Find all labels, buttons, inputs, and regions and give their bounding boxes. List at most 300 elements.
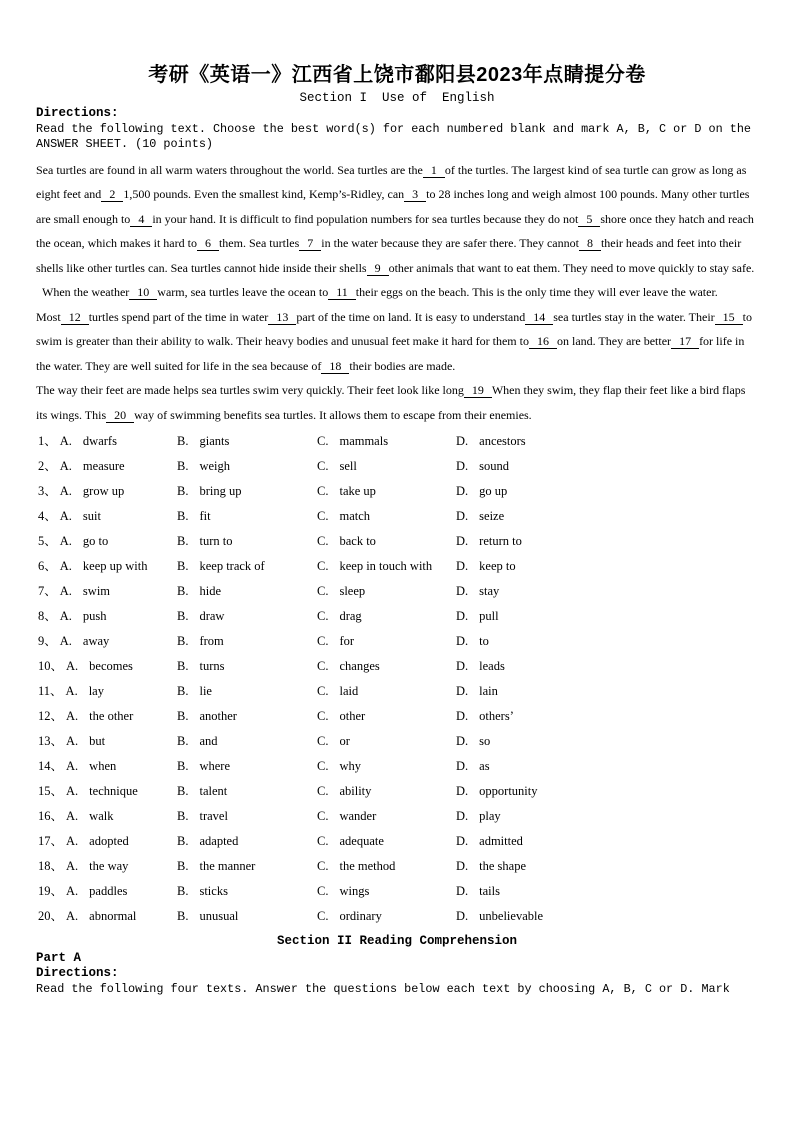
blank-19: 19 — [464, 383, 492, 398]
option-letter: C. — [317, 533, 329, 548]
option-letter: A. — [66, 658, 79, 673]
option-letter: A. — [66, 909, 79, 924]
option-cell-b — [177, 429, 317, 454]
option-text: seize — [479, 508, 505, 523]
option-cell-b — [177, 779, 317, 804]
question-row — [38, 879, 758, 904]
option-letter: D. — [456, 658, 469, 673]
cloze-passage — [36, 158, 758, 428]
question-number: 19、 — [38, 884, 64, 899]
option-cell-a — [38, 729, 177, 754]
option-letter: A. — [59, 483, 72, 498]
option-cell-b — [177, 504, 317, 529]
option-cell-d — [456, 729, 758, 754]
blank-14: 14 — [525, 310, 553, 325]
option-letter: A. — [66, 809, 79, 824]
option-letter: D. — [456, 558, 469, 573]
option-letter: B. — [177, 834, 189, 849]
option-letter: A. — [66, 734, 79, 749]
option-cell-c — [317, 654, 456, 679]
directions-label-2: Directions: — [36, 966, 119, 981]
option-text: when — [89, 759, 117, 774]
question-row — [38, 854, 758, 879]
question-number: 7、 — [38, 583, 57, 598]
option-cell-b — [177, 829, 317, 854]
option-cell-c — [317, 879, 456, 904]
option-cell-b — [177, 879, 317, 904]
part-a-label: Part A — [36, 951, 82, 966]
option-text: but — [89, 734, 106, 749]
option-letter: D. — [456, 633, 469, 648]
blank-9: 9 — [367, 261, 389, 276]
option-cell-d — [456, 904, 758, 929]
question-number: 8、 — [38, 608, 57, 623]
option-letter: C. — [317, 683, 329, 698]
question-row — [38, 654, 758, 679]
option-letter: A. — [66, 759, 79, 774]
option-letter: D. — [456, 583, 469, 598]
option-letter: C. — [317, 558, 329, 573]
option-cell-a — [38, 629, 177, 654]
option-letter: A. — [59, 558, 72, 573]
directions-text-2: Read the following four texts. Answer the questions below each text by choosing A, B, C or D. Mark — [36, 981, 730, 996]
option-cell-c — [317, 804, 456, 829]
option-cell-d — [456, 629, 758, 654]
option-text: others’ — [479, 709, 514, 724]
question-row — [38, 829, 758, 854]
option-letter: A. — [65, 683, 78, 698]
option-letter: C. — [317, 508, 329, 523]
option-letter: B. — [177, 759, 189, 774]
option-text: and — [199, 734, 218, 749]
option-letter: D. — [456, 483, 469, 498]
option-cell-c — [317, 504, 456, 529]
option-letter: C. — [317, 909, 329, 924]
option-text: adopted — [89, 834, 129, 849]
question-number: 14、 — [38, 759, 64, 774]
option-cell-a — [38, 779, 177, 804]
option-cell-b — [177, 729, 317, 754]
option-text: sticks — [199, 884, 228, 899]
option-text: technique — [89, 784, 138, 799]
option-text: suit — [82, 508, 101, 523]
option-letter: A. — [59, 458, 72, 473]
option-cell-d — [456, 754, 758, 779]
option-letter: B. — [177, 909, 189, 924]
blank-1: 1 — [423, 163, 445, 178]
option-cell-c — [317, 729, 456, 754]
option-text: leads — [479, 658, 505, 673]
option-text: measure — [82, 458, 125, 473]
option-text: fit — [199, 508, 211, 523]
question-row — [38, 629, 758, 654]
option-cell-a — [38, 479, 177, 504]
option-text: sell — [339, 458, 357, 473]
option-letter: A. — [59, 508, 72, 523]
option-letter: D. — [456, 458, 469, 473]
option-text: unbelievable — [479, 909, 544, 924]
option-text: drag — [339, 608, 362, 623]
option-text: adapted — [199, 834, 239, 849]
option-cell-b — [177, 804, 317, 829]
question-number: 9、 — [38, 633, 57, 648]
option-cell-c — [317, 829, 456, 854]
option-text: sound — [479, 458, 510, 473]
option-letter: D. — [456, 884, 469, 899]
option-cell-c — [317, 604, 456, 629]
option-cell-b — [177, 679, 317, 704]
option-text: take up — [339, 483, 376, 498]
option-letter: B. — [177, 583, 189, 598]
option-cell-c — [317, 554, 456, 579]
option-letter: A. — [59, 633, 72, 648]
option-text: paddles — [89, 884, 128, 899]
option-letter: D. — [456, 508, 469, 523]
questions-list — [38, 429, 758, 930]
option-text: laid — [339, 683, 359, 698]
question-number: 10、 — [38, 658, 64, 673]
question-number: 17、 — [38, 834, 64, 849]
option-cell-a — [38, 829, 177, 854]
option-text: the other — [89, 709, 134, 724]
option-letter: B. — [177, 658, 189, 673]
question-row — [38, 704, 758, 729]
option-text: why — [339, 759, 361, 774]
option-cell-d — [456, 529, 758, 554]
option-text: away — [82, 633, 110, 648]
option-cell-a — [38, 704, 177, 729]
option-text: wings — [339, 884, 370, 899]
option-cell-a — [38, 654, 177, 679]
option-text: go up — [479, 483, 508, 498]
option-text: talent — [199, 784, 228, 799]
option-text: the method — [339, 859, 396, 874]
option-letter: D. — [456, 709, 469, 724]
option-letter: D. — [456, 809, 469, 824]
option-letter: B. — [177, 508, 189, 523]
option-cell-d — [456, 829, 758, 854]
option-text: bring up — [199, 483, 242, 498]
option-text: opportunity — [479, 784, 538, 799]
blank-2: 2 — [101, 187, 123, 202]
option-text: go to — [82, 533, 109, 548]
option-text: from — [199, 633, 224, 648]
option-text: wander — [339, 809, 377, 824]
question-number: 5、 — [38, 533, 57, 548]
option-cell-b — [177, 904, 317, 929]
option-cell-d — [456, 879, 758, 904]
question-number: 1、 — [38, 433, 57, 448]
option-cell-c — [317, 679, 456, 704]
option-cell-a — [38, 529, 177, 554]
blank-4: 4 — [130, 212, 152, 227]
blank-17: 17 — [671, 334, 699, 349]
option-text: turn to — [199, 533, 233, 548]
option-text: ability — [339, 784, 372, 799]
option-text: hide — [199, 583, 221, 598]
option-text: turns — [199, 658, 225, 673]
option-cell-d — [456, 604, 758, 629]
option-cell-a — [38, 604, 177, 629]
blank-10: 10 — [129, 285, 157, 300]
option-cell-b — [177, 654, 317, 679]
option-letter: C. — [317, 633, 329, 648]
option-text: dwarfs — [82, 433, 117, 448]
option-text: keep up with — [82, 558, 148, 573]
option-cell-b — [177, 629, 317, 654]
option-letter: D. — [456, 834, 469, 849]
question-number: 12、 — [38, 709, 64, 724]
option-text: admitted — [479, 834, 523, 849]
option-cell-c — [317, 429, 456, 454]
option-text: stay — [479, 583, 500, 598]
option-cell-b — [177, 554, 317, 579]
option-cell-d — [456, 429, 758, 454]
option-letter: D. — [456, 683, 469, 698]
option-letter: C. — [317, 809, 329, 824]
option-text: draw — [199, 608, 225, 623]
option-letter: A. — [66, 884, 79, 899]
question-number: 2、 — [38, 458, 57, 473]
option-text: where — [199, 759, 231, 774]
option-letter: C. — [317, 658, 329, 673]
option-cell-d — [456, 854, 758, 879]
option-text: back to — [339, 533, 376, 548]
option-letter: C. — [317, 709, 329, 724]
option-cell-d — [456, 704, 758, 729]
option-letter: D. — [456, 759, 469, 774]
directions-text-1: Read the following text. Choose the best word(s) for each numbered blank and mark A, B, C or D on the ANSWER SHEET. (10 points) — [36, 121, 752, 151]
option-letter: B. — [177, 608, 189, 623]
question-row — [38, 679, 758, 704]
question-row — [38, 779, 758, 804]
option-cell-b — [177, 529, 317, 554]
question-row — [38, 429, 758, 454]
option-letter: A. — [66, 709, 79, 724]
question-row — [38, 754, 758, 779]
question-number: 15、 — [38, 784, 64, 799]
passage-paragraph-3: The way their feet are made helps sea turtles swim very quickly. Their feet look like long 19 When they swim, they flap their feet like a bird flaps its wings. This 20 way of swimming benefits sea turtles. It allows them to escape from their enemies. — [36, 383, 746, 422]
passage-paragraph-1: Sea turtles are found in all warm waters throughout the world. Sea turtles are the 1 of the turtles. The largest kind of sea turtle can grow as long as eight feet and 2 1,500 pounds. Even the smallest kind, Kemp’s-Ridley, can 3 to 28 inches long and weigh almost 100 pounds. Many other turtles are small enough to 4 in your hand. It is difficult to find population numbers for sea turtles because they do not 5 shore once they hatch and reach the ocean, which makes it hard to 6 them. Sea turtles 7 in the water because they are safer there. They cannot 8 their heads and feet into their shells like other turtles can. Sea turtles cannot hide inside their shells 9 other animals that want to eat them. They need to move quickly to stay safe. — [36, 162, 755, 275]
option-text: ordinary — [339, 909, 382, 924]
option-letter: A. — [59, 433, 72, 448]
option-cell-b — [177, 754, 317, 779]
section1-heading: Section I Use of English — [299, 91, 495, 105]
option-letter: C. — [317, 859, 329, 874]
option-cell-a — [38, 554, 177, 579]
blank-16: 16 — [529, 334, 557, 349]
option-text: keep in touch with — [339, 558, 433, 573]
option-cell-b — [177, 479, 317, 504]
option-letter: C. — [317, 759, 329, 774]
question-row — [38, 604, 758, 629]
option-text: walk — [89, 809, 114, 824]
option-cell-d — [456, 579, 758, 604]
option-cell-a — [38, 454, 177, 479]
option-text: unusual — [199, 909, 239, 924]
option-text: match — [339, 508, 371, 523]
blank-12: 12 — [61, 310, 89, 325]
option-text: another — [199, 709, 237, 724]
question-number: 6、 — [38, 558, 57, 573]
blank-6: 6 — [197, 236, 219, 251]
option-cell-d — [456, 679, 758, 704]
option-text: sleep — [339, 583, 366, 598]
blank-13: 13 — [268, 310, 296, 325]
blank-18: 18 — [321, 359, 349, 374]
option-cell-d — [456, 479, 758, 504]
option-letter: D. — [456, 433, 469, 448]
option-letter: C. — [317, 583, 329, 598]
blank-20: 20 — [106, 408, 134, 423]
option-cell-c — [317, 779, 456, 804]
option-text: becomes — [89, 658, 133, 673]
option-cell-a — [38, 854, 177, 879]
option-letter: A. — [66, 834, 79, 849]
option-cell-b — [177, 854, 317, 879]
question-row — [38, 479, 758, 504]
question-row — [38, 904, 758, 929]
option-letter: C. — [317, 433, 329, 448]
option-cell-d — [456, 804, 758, 829]
option-cell-c — [317, 754, 456, 779]
option-letter: B. — [177, 433, 189, 448]
option-cell-c — [317, 904, 456, 929]
option-cell-a — [38, 754, 177, 779]
question-row — [38, 579, 758, 604]
option-letter: B. — [177, 683, 189, 698]
option-text: so — [479, 734, 491, 749]
option-letter: A. — [59, 583, 72, 598]
option-cell-d — [456, 654, 758, 679]
option-letter: D. — [456, 909, 469, 924]
blank-7: 7 — [299, 236, 321, 251]
option-letter: D. — [456, 859, 469, 874]
option-text: grow up — [82, 483, 125, 498]
blank-15: 15 — [715, 310, 743, 325]
option-text: lie — [199, 683, 212, 698]
option-letter: B. — [177, 533, 189, 548]
option-cell-b — [177, 579, 317, 604]
question-number: 3、 — [38, 483, 57, 498]
question-row — [38, 454, 758, 479]
option-cell-a — [38, 804, 177, 829]
option-text: to — [479, 633, 489, 648]
option-cell-b — [177, 454, 317, 479]
option-cell-c — [317, 479, 456, 504]
option-cell-a — [38, 429, 177, 454]
question-number: 20、 — [38, 909, 64, 924]
option-text: the manner — [199, 859, 256, 874]
option-text: return to — [479, 533, 522, 548]
option-cell-c — [317, 704, 456, 729]
option-letter: D. — [456, 734, 469, 749]
option-text: as — [479, 759, 490, 774]
option-letter: B. — [177, 809, 189, 824]
option-letter: B. — [177, 884, 189, 899]
option-letter: C. — [317, 608, 329, 623]
option-cell-c — [317, 629, 456, 654]
option-letter: D. — [456, 608, 469, 623]
option-letter: B. — [177, 734, 189, 749]
question-number: 13、 — [38, 734, 64, 749]
option-cell-c — [317, 454, 456, 479]
option-cell-d — [456, 779, 758, 804]
option-cell-a — [38, 904, 177, 929]
option-letter: C. — [317, 458, 329, 473]
option-text: for — [339, 633, 355, 648]
option-letter: B. — [177, 859, 189, 874]
question-number: 16、 — [38, 809, 64, 824]
option-text: the shape — [479, 859, 527, 874]
question-row — [38, 529, 758, 554]
question-row — [38, 504, 758, 529]
option-text: tails — [479, 884, 500, 899]
option-cell-c — [317, 854, 456, 879]
blank-8: 8 — [579, 236, 601, 251]
option-cell-d — [456, 504, 758, 529]
option-text: keep to — [479, 558, 516, 573]
option-cell-a — [38, 504, 177, 529]
option-letter: D. — [456, 784, 469, 799]
passage-paragraph-2: When the weather 10 warm, sea turtles leave the ocean to 11 their eggs on the beach. This is the only time they will ever leave the water. Most 12 turtles spend part of the time in water 13 part of the time on land. It is easy to understand 14 sea turtles stay in the water. Their 15 to swim is greater than their ability to walk. Their heavy bodies and unusual feet make it hard for them to 16 on land. They are better 17 for life in the water. They are well suited for life in the sea because of 18 their bodies are made. — [36, 285, 753, 373]
option-cell-b — [177, 704, 317, 729]
option-cell-c — [317, 579, 456, 604]
question-number: 18、 — [38, 859, 64, 874]
option-text: push — [82, 608, 107, 623]
option-text: adequate — [339, 834, 384, 849]
question-row — [38, 804, 758, 829]
option-letter: C. — [317, 784, 329, 799]
option-cell-d — [456, 554, 758, 579]
option-text: giants — [199, 433, 230, 448]
option-letter: B. — [177, 558, 189, 573]
option-text: weigh — [199, 458, 231, 473]
option-text: keep track of — [199, 558, 265, 573]
blank-11: 11 — [328, 285, 356, 300]
option-letter: C. — [317, 884, 329, 899]
option-text: ancestors — [479, 433, 526, 448]
option-text: mammals — [339, 433, 389, 448]
option-letter: C. — [317, 483, 329, 498]
option-letter: B. — [177, 784, 189, 799]
option-letter: D. — [456, 533, 469, 548]
question-row — [38, 729, 758, 754]
question-number: 4、 — [38, 508, 57, 523]
option-cell-a — [38, 579, 177, 604]
option-letter: B. — [177, 709, 189, 724]
blank-3: 3 — [404, 187, 426, 202]
option-letter: A. — [59, 533, 72, 548]
option-letter: B. — [177, 483, 189, 498]
option-letter: A. — [66, 859, 79, 874]
directions-label-1: Directions: — [36, 106, 119, 120]
option-letter: C. — [317, 834, 329, 849]
option-letter: A. — [59, 608, 72, 623]
option-letter: A. — [66, 784, 79, 799]
option-text: the way — [89, 859, 129, 874]
option-text: play — [479, 809, 501, 824]
option-text: swim — [82, 583, 111, 598]
question-number: 11、 — [38, 683, 63, 698]
option-text: other — [339, 709, 366, 724]
option-text: travel — [199, 809, 228, 824]
option-letter: B. — [177, 458, 189, 473]
page-title: 考研《英语一》江西省上饶市鄱阳县2023年点睛提分卷 — [148, 64, 646, 86]
option-letter: C. — [317, 734, 329, 749]
section2-heading: Section II Reading Comprehension — [276, 934, 518, 949]
option-cell-c — [317, 529, 456, 554]
